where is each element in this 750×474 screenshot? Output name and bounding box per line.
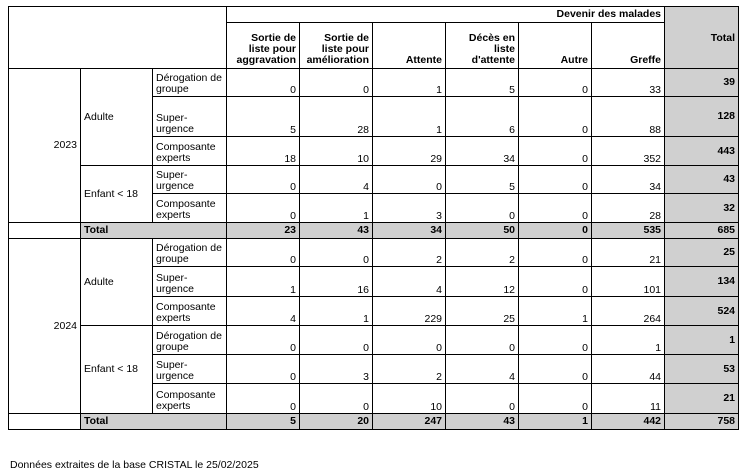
value-cell: 28: [300, 97, 373, 137]
total-value-cell: 442: [592, 414, 665, 430]
total-value-cell: 50: [446, 223, 519, 239]
value-cell: 0: [300, 69, 373, 97]
value-cell: 0: [519, 97, 592, 137]
value-cell: 44: [592, 355, 665, 384]
value-cell: 264: [592, 297, 665, 326]
value-cell: 10: [373, 384, 446, 414]
row-total-cell: 1: [665, 326, 739, 355]
value-cell: 0: [300, 239, 373, 267]
value-cell: 2: [373, 355, 446, 384]
value-cell: 0: [227, 239, 300, 267]
category-label: Adulte: [81, 239, 153, 326]
subcategory-label: Super-urgence: [153, 267, 227, 297]
year-label: 2023: [9, 69, 81, 223]
subcategory-label: Composante experts: [153, 384, 227, 414]
table-row: [9, 166, 739, 194]
value-cell: 10: [300, 137, 373, 166]
source-note: Données extraites de la base CRISTAL le 25/02/2025: [10, 459, 259, 471]
total-value-cell: 23: [227, 223, 300, 239]
value-cell: 3: [373, 194, 446, 223]
value-cell: 0: [227, 384, 300, 414]
subcategory-label: Super-urgence: [153, 355, 227, 384]
column-header: Décès en liste d'attente: [446, 23, 519, 69]
value-cell: 0: [446, 326, 519, 355]
row-total-cell: 39: [665, 69, 739, 97]
value-cell: 4: [373, 267, 446, 297]
data-table: [8, 6, 739, 430]
value-cell: 88: [592, 97, 665, 137]
value-cell: 1: [373, 97, 446, 137]
value-cell: 5: [446, 69, 519, 97]
value-cell: 1: [592, 326, 665, 355]
row-total-cell: 443: [665, 137, 739, 166]
total-value-cell: 1: [519, 414, 592, 430]
value-cell: 1: [373, 69, 446, 97]
value-cell: 3: [300, 355, 373, 384]
value-cell: 29: [373, 137, 446, 166]
value-cell: 0: [373, 166, 446, 194]
subcategory-label: Super-urgence: [153, 97, 227, 137]
total-row-label: Total: [81, 223, 227, 239]
row-total-cell: 53: [665, 355, 739, 384]
total-value-cell: 34: [373, 223, 446, 239]
row-total-cell: 134: [665, 267, 739, 297]
row-total-cell: 25: [665, 239, 739, 267]
value-cell: 0: [227, 326, 300, 355]
total-value-cell: 43: [446, 414, 519, 430]
value-cell: 352: [592, 137, 665, 166]
year-total-row: [9, 223, 739, 239]
subcategory-label: Dérogation de groupe: [153, 239, 227, 267]
grand-total-cell: 758: [665, 414, 739, 430]
total-header: Total: [665, 7, 739, 69]
value-cell: 1: [227, 267, 300, 297]
value-cell: 0: [519, 355, 592, 384]
column-header: Sortie de liste pour aggravation: [227, 23, 300, 69]
row-total-cell: 21: [665, 384, 739, 414]
value-cell: 0: [227, 166, 300, 194]
subcategory-label: Dérogation de groupe: [153, 326, 227, 355]
value-cell: 5: [227, 97, 300, 137]
value-cell: 1: [300, 194, 373, 223]
column-header: Autre: [519, 23, 592, 69]
value-cell: 25: [446, 297, 519, 326]
value-cell: 0: [519, 69, 592, 97]
total-value-cell: 0: [519, 223, 592, 239]
value-cell: 0: [446, 384, 519, 414]
value-cell: 33: [592, 69, 665, 97]
column-header: Greffe: [592, 23, 665, 69]
value-cell: 1: [300, 297, 373, 326]
subcategory-label: Composante experts: [153, 297, 227, 326]
table-row: [9, 326, 739, 355]
value-cell: 12: [446, 267, 519, 297]
blank-cell: [9, 223, 81, 239]
value-cell: 0: [519, 239, 592, 267]
value-cell: 5: [446, 166, 519, 194]
row-total-cell: 524: [665, 297, 739, 326]
row-total-cell: 43: [665, 166, 739, 194]
row-total-cell: 128: [665, 97, 739, 137]
group-header: Devenir des malades: [227, 7, 665, 23]
value-cell: 2: [373, 239, 446, 267]
value-cell: 0: [300, 326, 373, 355]
value-cell: 4: [227, 297, 300, 326]
value-cell: 1: [519, 297, 592, 326]
value-cell: 0: [227, 355, 300, 384]
value-cell: 101: [592, 267, 665, 297]
corner-cell: [9, 7, 227, 69]
category-label: Enfant < 18: [81, 166, 153, 223]
category-label: Enfant < 18: [81, 326, 153, 414]
subcategory-label: Dérogation de groupe: [153, 69, 227, 97]
value-cell: 21: [592, 239, 665, 267]
value-cell: 16: [300, 267, 373, 297]
category-label: Adulte: [81, 69, 153, 166]
total-row-label: Total: [81, 414, 227, 430]
total-value-cell: 5: [227, 414, 300, 430]
total-value-cell: 247: [373, 414, 446, 430]
value-cell: 229: [373, 297, 446, 326]
value-cell: 28: [592, 194, 665, 223]
total-value-cell: 43: [300, 223, 373, 239]
subcategory-label: Composante experts: [153, 137, 227, 166]
column-header: Attente: [373, 23, 446, 69]
grand-total-cell: 685: [665, 223, 739, 239]
value-cell: 34: [446, 137, 519, 166]
value-cell: 0: [227, 69, 300, 97]
table-row: [9, 69, 739, 97]
blank-cell: [9, 414, 81, 430]
table-row: [9, 239, 739, 267]
value-cell: 0: [519, 166, 592, 194]
subcategory-label: Composante experts: [153, 194, 227, 223]
value-cell: 0: [519, 384, 592, 414]
value-cell: 0: [519, 267, 592, 297]
value-cell: 34: [592, 166, 665, 194]
value-cell: 18: [227, 137, 300, 166]
row-total-cell: 32: [665, 194, 739, 223]
subcategory-label: Super-urgence: [153, 166, 227, 194]
value-cell: 0: [519, 194, 592, 223]
total-value-cell: 20: [300, 414, 373, 430]
value-cell: 0: [519, 137, 592, 166]
value-cell: 4: [446, 355, 519, 384]
year-label: 2024: [9, 239, 81, 414]
year-total-row: [9, 414, 739, 430]
value-cell: 4: [300, 166, 373, 194]
total-value-cell: 535: [592, 223, 665, 239]
value-cell: 0: [446, 194, 519, 223]
value-cell: 0: [519, 326, 592, 355]
value-cell: 0: [373, 326, 446, 355]
value-cell: 0: [227, 194, 300, 223]
value-cell: 0: [300, 384, 373, 414]
value-cell: 11: [592, 384, 665, 414]
value-cell: 6: [446, 97, 519, 137]
column-header: Sortie de liste pour amélioration: [300, 23, 373, 69]
value-cell: 2: [446, 239, 519, 267]
